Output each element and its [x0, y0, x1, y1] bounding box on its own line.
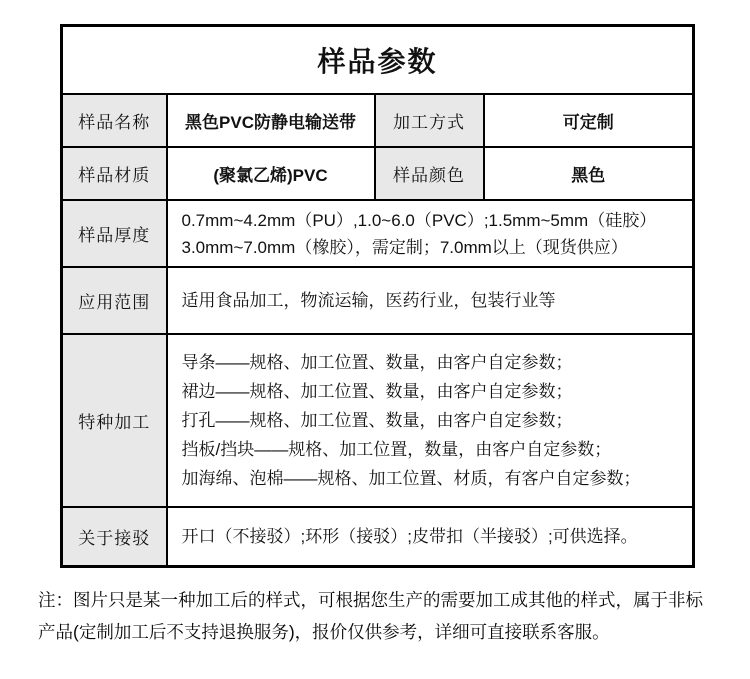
label-sample-name: 样品名称 [62, 94, 167, 147]
thickness-line-2: 3.0mm~7.0mm（橡胶），需定制；7.0mm以上（现货供应） [181, 237, 628, 257]
label-about-joint: 关于接驳 [62, 507, 167, 567]
value-sample-material: (聚氯乙烯)PVC [167, 147, 375, 200]
sample-parameters-table [60, 24, 695, 568]
special-processing-line: 裙边——规格、加工位置、数量，由客户自定参数； [181, 382, 573, 401]
footnote [38, 584, 730, 648]
sample-parameters-panel [60, 24, 692, 568]
special-processing-line: 挡板/挡块——规格、加工位置，数量，由客户自定参数； [181, 440, 612, 459]
table-row [62, 507, 694, 567]
value-process-method: 可定制 [484, 94, 694, 147]
value-sample-name: 黑色PVC防静电输送带 [167, 94, 375, 147]
table-row [62, 267, 694, 334]
table-title: 样品参数 [62, 26, 694, 95]
value-application-range: 适用食品加工，物流运输，医药行业，包装行业等 [167, 267, 694, 334]
label-sample-color: 样品颜色 [375, 147, 484, 200]
value-sample-thickness [167, 200, 694, 267]
footnote-line-2: 产品(定制加工后不支持退换服务)，报价仅供参考，详细可直接联系客服。 [38, 622, 610, 642]
special-processing-line: 导条——规格、加工位置、数量，由客户自定参数； [181, 353, 573, 372]
label-process-method: 加工方式 [375, 94, 484, 147]
value-special-processing [167, 334, 694, 507]
special-processing-line: 加海绵、泡棉——规格、加工位置、材质，有客户自定参数； [181, 469, 641, 488]
value-about-joint: 开口（不接驳）;环形（接驳）;皮带扣（半接驳）;可供选择。 [167, 507, 694, 567]
label-sample-thickness: 样品厚度 [62, 200, 167, 267]
label-special-processing: 特种加工 [62, 334, 167, 507]
thickness-line-1: 0.7mm~4.2mm（PU）,1.0~6.0（PVC）;1.5mm~5mm（硅胶） [181, 210, 657, 230]
label-application-range: 应用范围 [62, 267, 167, 334]
value-sample-color: 黑色 [484, 147, 694, 200]
special-processing-line: 打孔——规格、加工位置、数量，由客户自定参数； [181, 411, 573, 430]
label-sample-material: 样品材质 [62, 147, 167, 200]
table-row [62, 94, 694, 147]
title-row [62, 26, 694, 95]
table-row [62, 334, 694, 507]
table-row [62, 147, 694, 200]
table-row [62, 200, 694, 267]
footnote-line-1: 注：图片只是某一种加工后的样式，可根据您生产的需要加工成其他的样式，属于非标 [38, 590, 703, 610]
